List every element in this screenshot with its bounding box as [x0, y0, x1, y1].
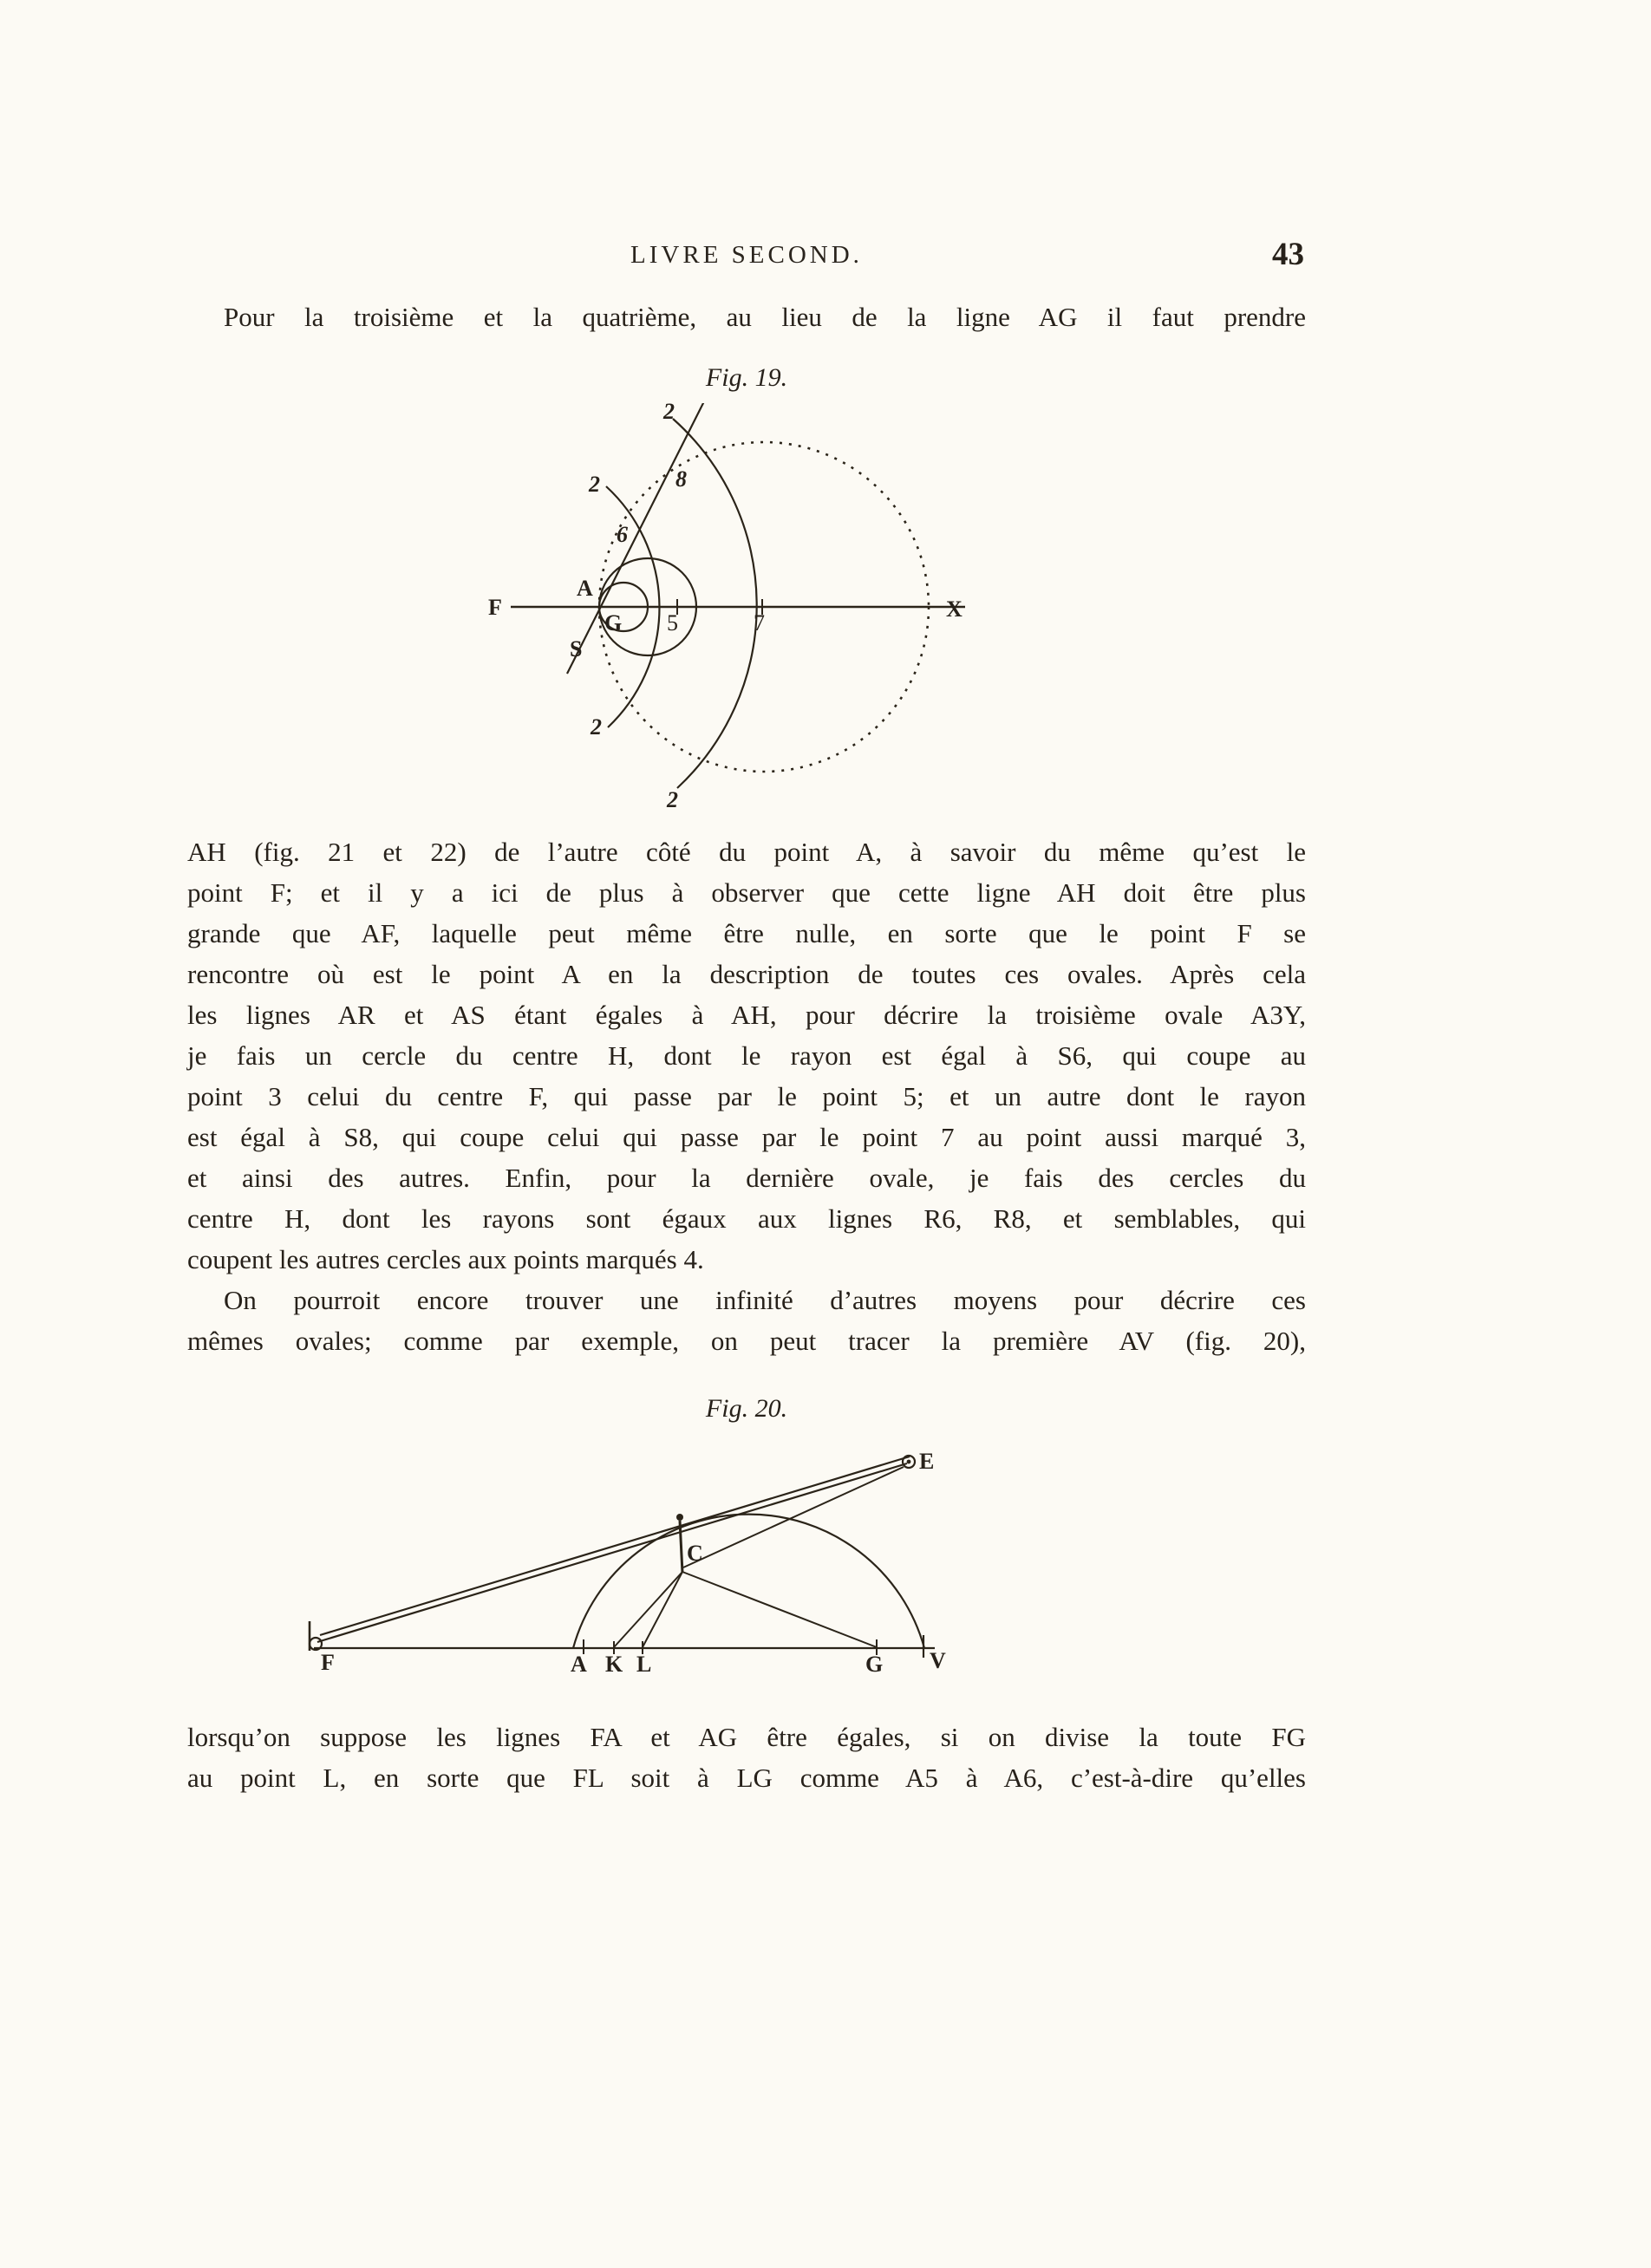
- figure-20: [300, 1437, 1124, 1698]
- label-S: S: [570, 636, 583, 662]
- label-2-lower: 2: [591, 714, 602, 740]
- label-A: A: [577, 576, 593, 601]
- text-line: rencontre où est le point A en la description de toutes ces ovales. Après cela: [187, 959, 1306, 989]
- intro-paragraph: [187, 297, 1306, 337]
- text-line: les lignes AR et AS étant égales à AH, pour décrire la troisième ovale A3Y,: [187, 1000, 1306, 1030]
- label-E: E: [919, 1449, 935, 1474]
- label-2-top: 2: [663, 403, 675, 424]
- figure-19: [478, 403, 1015, 819]
- figure-20-caption: Fig. 20.: [705, 1394, 788, 1423]
- label-G: G: [865, 1652, 884, 1677]
- ruler-edge-upper: [320, 1457, 910, 1635]
- thread-C-G: [682, 1572, 877, 1647]
- text-line: point F; et il y a ici de plus à observer que cette ligne AH doit être plus: [187, 877, 1306, 908]
- arc-A-V: [573, 1515, 924, 1648]
- label-F: F: [321, 1650, 335, 1675]
- label-2-bottom: 2: [667, 787, 678, 812]
- text-line: coupent les autres cercles aux points marqués 4.: [187, 1244, 704, 1274]
- main-paragraph: [187, 831, 1306, 1280]
- text-line: Pour la troisième et la quatrième, au lieu de la ligne AG il faut prendre: [224, 302, 1306, 332]
- label-2-upper: 2: [589, 472, 600, 497]
- label-V: V: [930, 1648, 946, 1673]
- text-line: point 3 celui du centre F, qui passe par le point 5; et un autre dont le rayon: [187, 1081, 1306, 1111]
- text-line: mêmes ovales; comme par exemple, on peut tracer la première AV (fig. 20),: [187, 1326, 1306, 1356]
- text-line: grande que AF, laquelle peut même être nulle, en sorte que le point F se: [187, 918, 1306, 948]
- closing-paragraph: [187, 1717, 1306, 1798]
- text-line: AH (fig. 21 et 22) de l’autre côté du point A, à savoir du même qu’est le: [187, 837, 1306, 867]
- label-L: L: [636, 1652, 652, 1677]
- label-C: C: [687, 1541, 703, 1566]
- ring-E-center: [907, 1460, 911, 1464]
- pin-C-knob: [676, 1514, 683, 1521]
- oblique-line-through-A: [567, 403, 706, 674]
- ruler-edge-lower: [317, 1463, 907, 1642]
- text-line: lorsqu’on suppose les lignes FA et AG être égales, si on divise la toute FG: [187, 1722, 1306, 1752]
- text-line: On pourroit encore trouver une infinité d’autres moyens pour décrire ces: [224, 1285, 1306, 1315]
- text-line: et ainsi des autres. Enfin, pour la dernière ovale, je fais des cercles du: [187, 1163, 1306, 1193]
- label-7: 7: [754, 610, 765, 635]
- running-title: LIVRE SECOND.: [630, 241, 863, 269]
- page-header: [187, 237, 1306, 283]
- label-F: F: [488, 595, 502, 620]
- label-K: K: [605, 1652, 623, 1677]
- label-8: 8: [675, 466, 687, 492]
- text-line: centre H, dont les rayons sont égaux aux lignes R6, R8, et semblables, qui: [187, 1203, 1306, 1234]
- text-column: [187, 237, 1306, 1798]
- label-5: 5: [667, 610, 678, 635]
- label-A: A: [571, 1652, 587, 1677]
- text-line: au point L, en sorte que FL soit à LG comme A5 à A6, c’est-à-dire qu’elles: [187, 1763, 1306, 1793]
- text-line: est égal à S8, qui coupe celui qui passe par le point 7 au point aussi marqué 3,: [187, 1122, 1306, 1152]
- label-G: G: [604, 610, 623, 635]
- label-X: X: [946, 596, 963, 622]
- page-number: 43: [1272, 237, 1304, 272]
- text-line: je fais un cercle du centre H, dont le rayon est égal à S6, qui coupe au: [187, 1040, 1306, 1071]
- second-paragraph: [187, 1280, 1306, 1361]
- label-6: 6: [617, 522, 628, 547]
- figure-19-caption: Fig. 19.: [705, 363, 788, 392]
